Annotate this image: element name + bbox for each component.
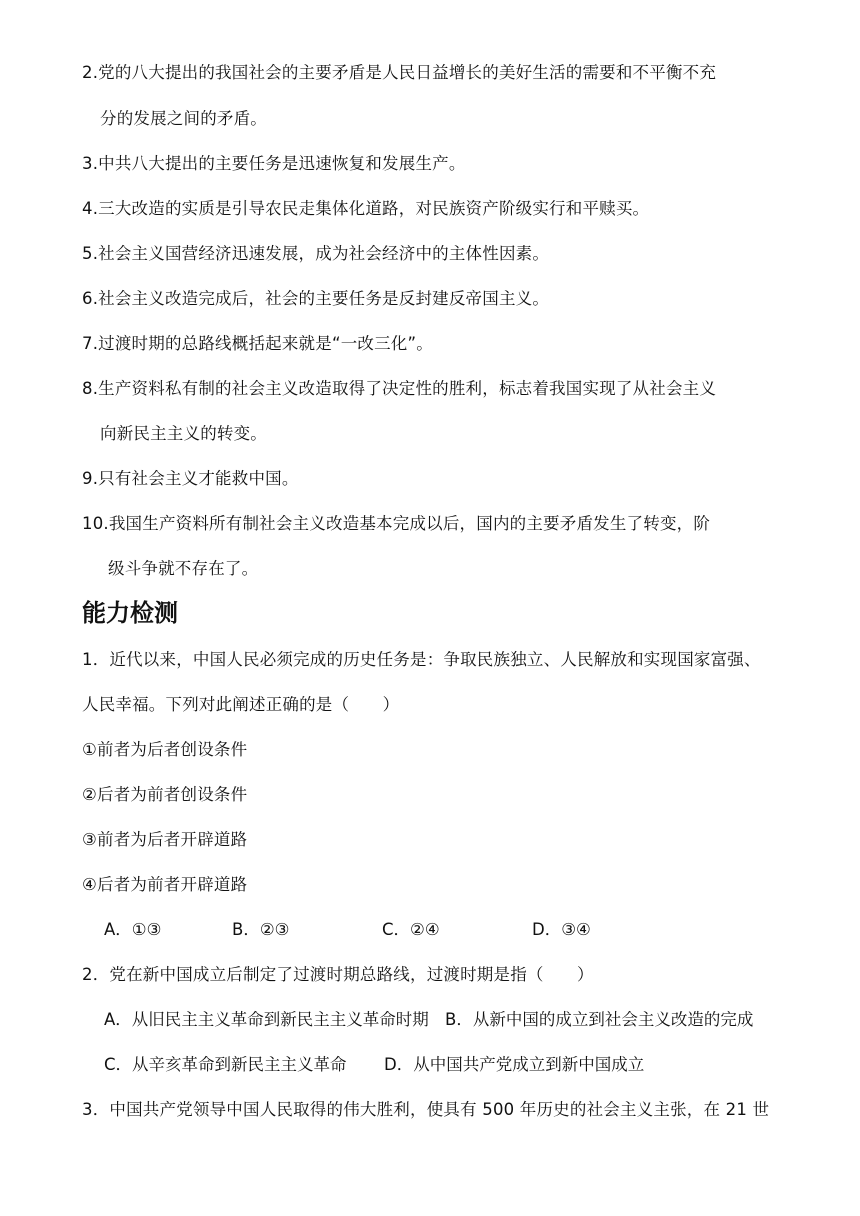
q1-option-b: B．②③: [232, 920, 290, 939]
q1-item-2: ②后者为前者创设条件: [82, 785, 248, 804]
judgment-2-line1: 2.党的八大提出的我国社会的主要矛盾是人民日益增长的美好生活的需要和不平衡不充: [82, 63, 717, 82]
judgment-10-line1: 10.我国生产资料所有制社会主义改造基本完成以后，国内的主要矛盾发生了转变，阶: [82, 514, 711, 533]
judgment-5: 5.社会主义国营经济迅速发展，成为社会经济中的主体性因素。: [82, 244, 550, 263]
q1-item-3: ③前者为后者开辟道路: [82, 830, 248, 849]
judgment-4: 4.三大改造的实质是引导农民走集体化道路，对民族资产阶级实行和平赎买。: [82, 199, 650, 218]
q2-option-a: A．从旧民主主义革命到新民主主义革命时期: [104, 1010, 429, 1029]
q3-stem: 3．中国共产党领导中国人民取得的伟大胜利，使具有 500 年历史的社会主义主张，在 21 世: [82, 1100, 770, 1119]
q1-option-c: C．②④: [382, 920, 440, 939]
q1-stem-line2: 人民幸福。下列对此阐述正确的是（ ）: [82, 695, 400, 714]
judgment-7: 7.过渡时期的总路线概括起来就是“一改三化”。: [82, 334, 433, 353]
judgment-8-line1: 8.生产资料私有制的社会主义改造取得了决定性的胜利，标志着我国实现了从社会主义: [82, 379, 717, 398]
section-title: 能力检测: [82, 599, 178, 627]
q1-stem-line1: 1．近代以来，中国人民必须完成的历史任务是：争取民族独立、人民解放和实现国家富强、: [82, 650, 761, 669]
judgment-8-line2: 向新民主主义的转变。: [100, 424, 267, 443]
judgment-3: 3.中共八大提出的主要任务是迅速恢复和发展生产。: [82, 154, 466, 173]
q2-option-d: D．从中国共产党成立到新中国成立: [384, 1055, 645, 1074]
judgment-2-line2: 分的发展之间的矛盾。: [100, 109, 267, 128]
q1-item-4: ④后者为前者开辟道路: [82, 875, 248, 894]
q1-option-d: D．③④: [532, 920, 591, 939]
judgment-10-line2: 级斗争就不存在了。: [108, 559, 259, 578]
q1-item-1: ①前者为后者创设条件: [82, 740, 248, 759]
q2-stem: 2．党在新中国成立后制定了过渡时期总路线，过渡时期是指（ ）: [82, 965, 594, 984]
q2-option-c: C．从辛亥革命到新民主主义革命: [104, 1055, 347, 1074]
q2-option-b: B．从新中国的成立到社会主义改造的完成: [445, 1010, 754, 1029]
q1-option-a: A．①③: [104, 920, 162, 939]
judgment-6: 6.社会主义改造完成后，社会的主要任务是反封建反帝国主义。: [82, 289, 550, 308]
judgment-9: 9.只有社会主义才能救中国。: [82, 469, 299, 488]
